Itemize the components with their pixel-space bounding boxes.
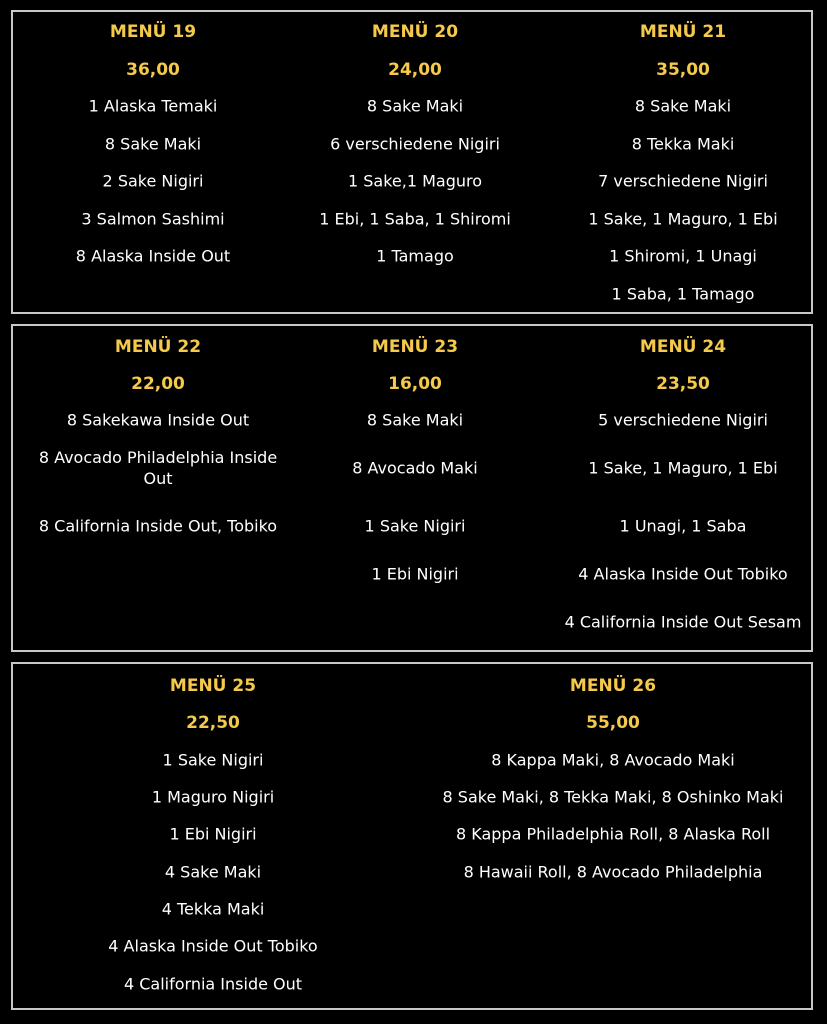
menu-item: 1 Ebi Nigiri bbox=[371, 564, 459, 584]
menu-card-22 bbox=[33, 326, 283, 650]
menu-card-26 bbox=[403, 664, 823, 1008]
menu-item: 1 Maguro Nigiri bbox=[151, 787, 275, 807]
menu-item: 8 Avocado Philadelphia Inside Out bbox=[38, 448, 278, 488]
menu-item: 1 Shiromi, 1 Unagi bbox=[609, 246, 757, 266]
menu-section-1 bbox=[11, 10, 813, 314]
menu-item: 8 Sake Maki bbox=[104, 134, 202, 154]
menu-title: MENÜ 20 bbox=[371, 22, 459, 42]
menu-item: 8 Sake Maki bbox=[634, 96, 732, 116]
menu-item: 4 California Inside Out bbox=[123, 974, 303, 994]
menu-item: 8 Avocado Maki bbox=[352, 458, 478, 478]
menu-price: 35,00 bbox=[656, 60, 710, 80]
menu-item: 5 verschiedene Nigiri bbox=[598, 410, 768, 430]
menu-price: 23,50 bbox=[656, 374, 710, 394]
menu-item: 6 verschiedene Nigiri bbox=[330, 134, 500, 154]
menu-card-25 bbox=[73, 664, 353, 1008]
menu-item: 4 California Inside Out Sesam bbox=[564, 612, 802, 632]
menu-item: 2 Sake Nigiri bbox=[102, 171, 204, 191]
menu-item: 8 Sake Maki, 8 Tekka Maki, 8 Oshinko Maki bbox=[442, 787, 784, 807]
menu-title: MENÜ 21 bbox=[639, 22, 727, 42]
menu-item: 1 Sake Nigiri bbox=[162, 750, 264, 770]
menu-item: 1 Ebi, 1 Saba, 1 Shiromi bbox=[319, 209, 511, 229]
menu-card-19 bbox=[13, 12, 293, 312]
menu-title: MENÜ 26 bbox=[569, 676, 657, 696]
menu-item: 1 Tamago bbox=[376, 246, 454, 266]
menu-item: 1 Sake, 1 Maguro, 1 Ebi bbox=[588, 209, 778, 229]
menu-title: MENÜ 25 bbox=[169, 676, 257, 696]
menu-price: 24,00 bbox=[388, 60, 442, 80]
menu-item: 8 Sakekawa Inside Out bbox=[66, 410, 250, 430]
menu-item: 1 Saba, 1 Tamago bbox=[611, 284, 755, 304]
menu-item: 3 Salmon Sashimi bbox=[81, 209, 225, 229]
menu-card-23 bbox=[280, 326, 550, 650]
menu-price: 36,00 bbox=[126, 60, 180, 80]
menu-price: 22,50 bbox=[186, 713, 240, 733]
menu-card-21 bbox=[548, 12, 818, 312]
menu-section-3 bbox=[11, 662, 813, 1010]
menu-item: 4 Alaska Inside Out Tobiko bbox=[578, 564, 788, 584]
menu-item: 7 verschiedene Nigiri bbox=[598, 171, 768, 191]
menu-item: 8 Tekka Maki bbox=[631, 134, 735, 154]
menu-card-24 bbox=[558, 326, 808, 650]
menu-title: MENÜ 24 bbox=[639, 337, 727, 357]
menu-price: 16,00 bbox=[388, 374, 442, 394]
menu-price: 55,00 bbox=[586, 713, 640, 733]
menu-item: 1 Ebi Nigiri bbox=[169, 824, 257, 844]
menu-item: 8 Kappa Maki, 8 Avocado Maki bbox=[491, 750, 735, 770]
menu-item: 8 Alaska Inside Out bbox=[75, 246, 231, 266]
menu-title: MENÜ 23 bbox=[371, 337, 459, 357]
menu-item: 4 Sake Maki bbox=[164, 862, 262, 882]
menu-item: 8 Kappa Philadelphia Roll, 8 Alaska Roll bbox=[455, 824, 771, 844]
menu-item: 1 Sake,1 Maguro bbox=[347, 171, 483, 191]
menu-item: 8 Sake Maki bbox=[366, 410, 464, 430]
menu-item: 1 Sake Nigiri bbox=[364, 516, 466, 536]
menu-item: 4 Tekka Maki bbox=[161, 899, 265, 919]
menu-title: MENÜ 22 bbox=[114, 337, 202, 357]
menu-item: 4 Alaska Inside Out Tobiko bbox=[108, 936, 318, 956]
menu-item: 8 Hawaii Roll, 8 Avocado Philadelphia bbox=[463, 862, 763, 882]
menu-item: 1 Unagi, 1 Saba bbox=[619, 516, 747, 536]
menu-item: 8 California Inside Out, Tobiko bbox=[38, 516, 278, 536]
menu-card-20 bbox=[280, 12, 550, 312]
menu-item: 8 Sake Maki bbox=[366, 96, 464, 116]
menu-title: MENÜ 19 bbox=[109, 22, 197, 42]
menu-price: 22,00 bbox=[131, 374, 185, 394]
menu-item: 1 Sake, 1 Maguro, 1 Ebi bbox=[588, 458, 778, 478]
menu-section-2 bbox=[11, 324, 813, 652]
menu-item: 1 Alaska Temaki bbox=[88, 96, 218, 116]
